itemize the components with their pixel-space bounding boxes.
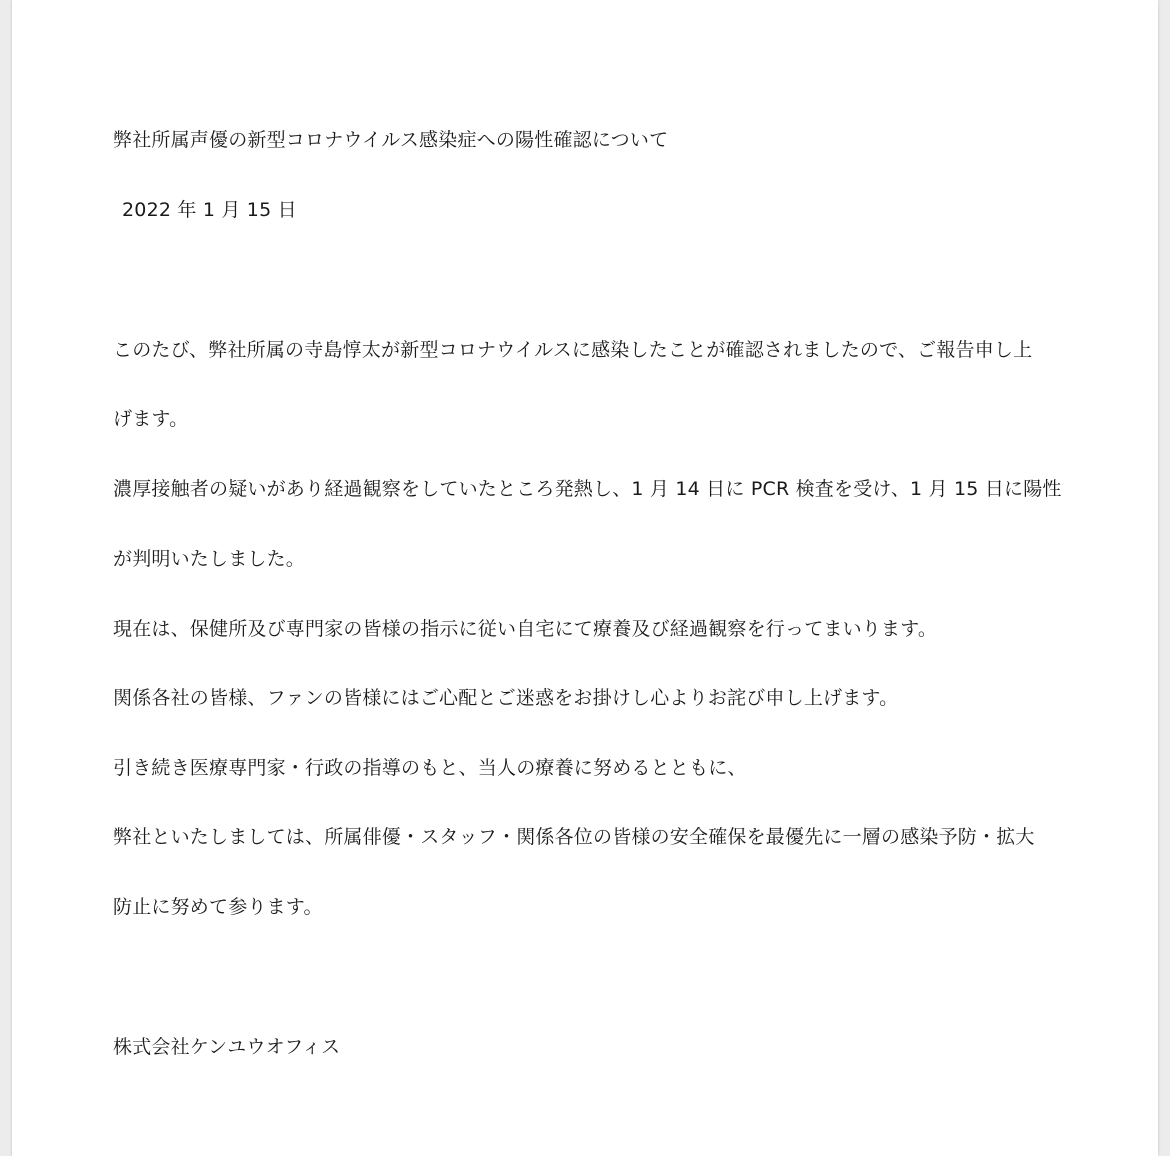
paragraph-line: 弊社といたしましては、所属俳優・スタッフ・関係各位の皆様の安全確保を最優先に一層の感染予防・拡大 (113, 826, 1035, 848)
paragraph-line: が判明いたしました。 (113, 548, 306, 570)
paragraph-line: 引き続き医療専門家・行政の指導のもと、当人の療養に努めるとともに、 (113, 757, 747, 779)
paragraph-line: このたび、弊社所属の寺島惇太が新型コロナウイルスに感染したことが確認されましたので、ご報告申し上 (113, 339, 1033, 361)
paragraph-line: げます。 (113, 408, 189, 430)
paragraph-line: 現在は、保健所及び専門家の皆様の指示に従い自宅にて療養及び経過観察を行ってまいります。 (113, 618, 938, 640)
document-title: 弊社所属声優の新型コロナウイルス感染症への陽性確認について (113, 129, 669, 151)
document-page (12, 0, 1158, 1156)
paragraph-line: 防止に努めて参ります。 (113, 896, 323, 918)
company-name: 株式会社ケンユウオフィス (113, 1036, 341, 1058)
paragraph-line: 関係各社の皆様、ファンの皆様にはご心配とご迷惑をお掛けし心よりお詫び申し上げます。 (113, 687, 899, 709)
paragraph-line: 濃厚接触者の疑いがあり経過観察をしていたところ発熱し、1 月 14 日に PCR 検査を受け、1 月 15 日に陽性 (113, 478, 1062, 500)
document-date: 2022 年 1 月 15 日 (122, 199, 297, 221)
